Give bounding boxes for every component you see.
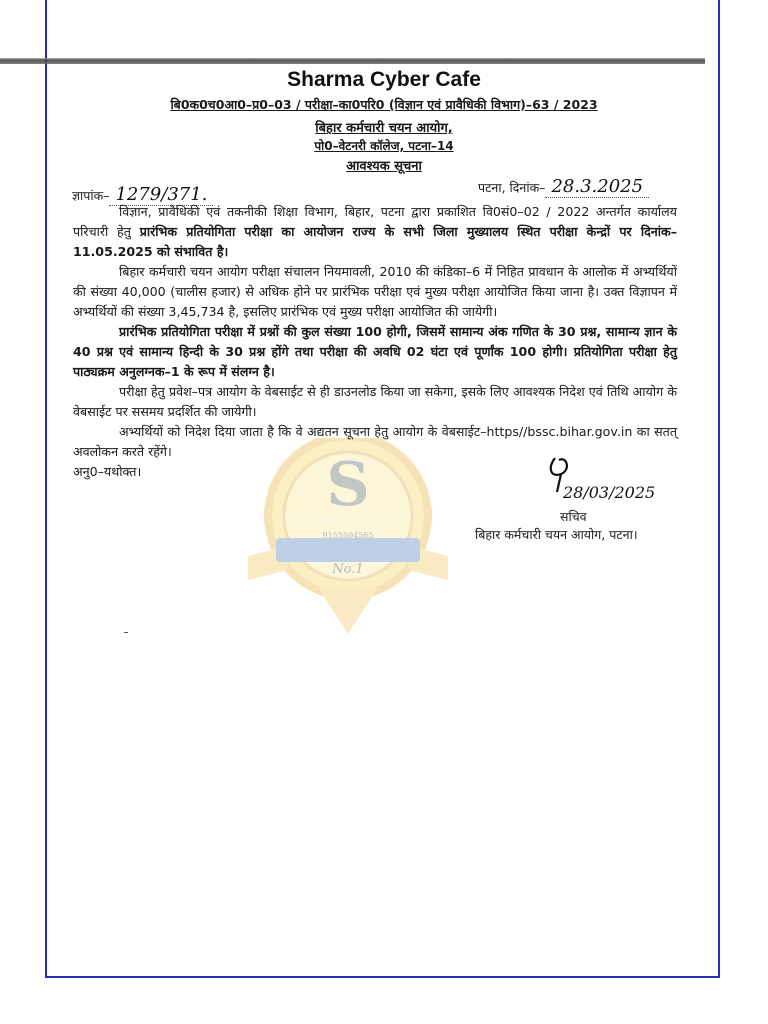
seal-letter: S [326, 450, 370, 520]
paragraph-rules: बिहार कर्मचारी चयन आयोग परीक्षा संचालन नियमावली, 2010 की कंडिका–6 में निहित प्रावधान के आलोक में अभ्यर्थियों की संख्या 40,000 (चालीस हजार) से अधिक होने पर प्रारंभिक परीक्षा एवं मुख्य परीक्षा आयोजित किया जाना है। उक्त विज्ञापन में अभ्यर्थियों की संख्या 3,45,734 है, इसलिए प्रारंभिक एवं मुख्य परीक्षा आयोजित की जायेगी। [73, 264, 677, 319]
commission-address: पो0–वेटनरी कॉलेज, पटना–14 [314, 139, 454, 153]
paragraph-admit-card: परीक्षा हेतु प्रवेश–पत्र आयोग के वेबसाईट से ही डाउनलोड किया जा सकेगा, इसके लिए आवश्यक निदेश एवं तिथि आयोग के वेबसाईट पर ससमय प्रदर्शित की जायेगी। [73, 384, 677, 419]
stray-mark [124, 632, 128, 633]
memo-handwritten-number: 1279/371. [109, 184, 213, 206]
paragraph-website: अभ्यर्थियों को निदेश दिया जाता है कि वे अद्यतन सूचना हेतु आयोग के वेबसाईट–https//bssc.bihar.gov.in का सतत् अवलोकन करते रहेंगे। [73, 424, 677, 459]
notice-title: आवश्यक सूचना [346, 159, 422, 174]
notice-body [73, 202, 677, 482]
date-handwritten: 28.3.2025 [545, 176, 649, 198]
signatory-organization: बिहार कर्मचारी चयन आयोग, पटना। [475, 527, 638, 542]
commission-name: बिहार कर्मचारी चयन आयोग, [315, 121, 453, 136]
enclosure-note: अनु0–यथोक्त। [73, 464, 142, 479]
seal-name: SHARMA CYBER CAFE [288, 516, 408, 527]
secretary-signature [545, 448, 665, 504]
signatory-designation: सचिव [560, 509, 587, 524]
seal-badge: No.1 [332, 562, 364, 577]
date-label: पटना, दिनांक– [478, 180, 546, 195]
signature-date: 28/03/2025 [563, 483, 656, 502]
scan-edge-line [0, 58, 705, 64]
exam-date-highlight: प्रारंभिक प्रतियोगिता परीक्षा का आयोजन राज्य के सभी जिला मुख्यालय स्थित परीक्षा केन्द्रों पर दिनांक–11.05.2025 को संभावित है। [73, 224, 677, 259]
paragraph-exam-announcement: विज्ञान, प्रावैधिकी एवं तकनीकी शिक्षा विभाग, बिहार, पटना द्वारा प्रकाशित वि0सं0–02 / 2022 अन्तर्गत कार्यालय परिचारी हेतु प्रारंभिक प्रतियोगिता परीक्षा का आयोजन राज्य के सभी जिला मुख्यालय स्थित परीक्षा केन्द्रों पर दिनांक–11.05.2025 को संभावित है। [73, 204, 677, 259]
memo-label: ज्ञापांक– [72, 188, 110, 203]
memo-date [478, 176, 649, 197]
reference-number: बि0क0च0आ0–प्र0–03 / परीक्षा–का0परि0 (विज्ञान एवं प्रावैधिकी विभाग)–63 / 2023 [170, 97, 598, 112]
paragraph-exam-pattern: प्रारंभिक प्रतियोगिता परीक्षा में प्रश्नों की कुल संख्या 100 होगी, जिसमें सामान्य अंक गणित के 30 प्रश्न, सामान्य ज्ञान के 40 प्रश्न एवं सामान्य हिन्दी के 30 प्रश्न होंगे तथा परीक्षा की अवधि 02 घंटा एवं पूर्णांक 100 होगी। प्रतियोगिता परीक्षा हेतु पाठ्यक्रम अनुलग्नक–1 के रूप में संलग्न है। [73, 324, 677, 379]
cafe-title: Sharma Cyber Cafe [287, 68, 481, 91]
website-link: https//bssc.bihar.gov.in [486, 424, 633, 439]
seal-phone: 9155504565 [322, 531, 374, 540]
